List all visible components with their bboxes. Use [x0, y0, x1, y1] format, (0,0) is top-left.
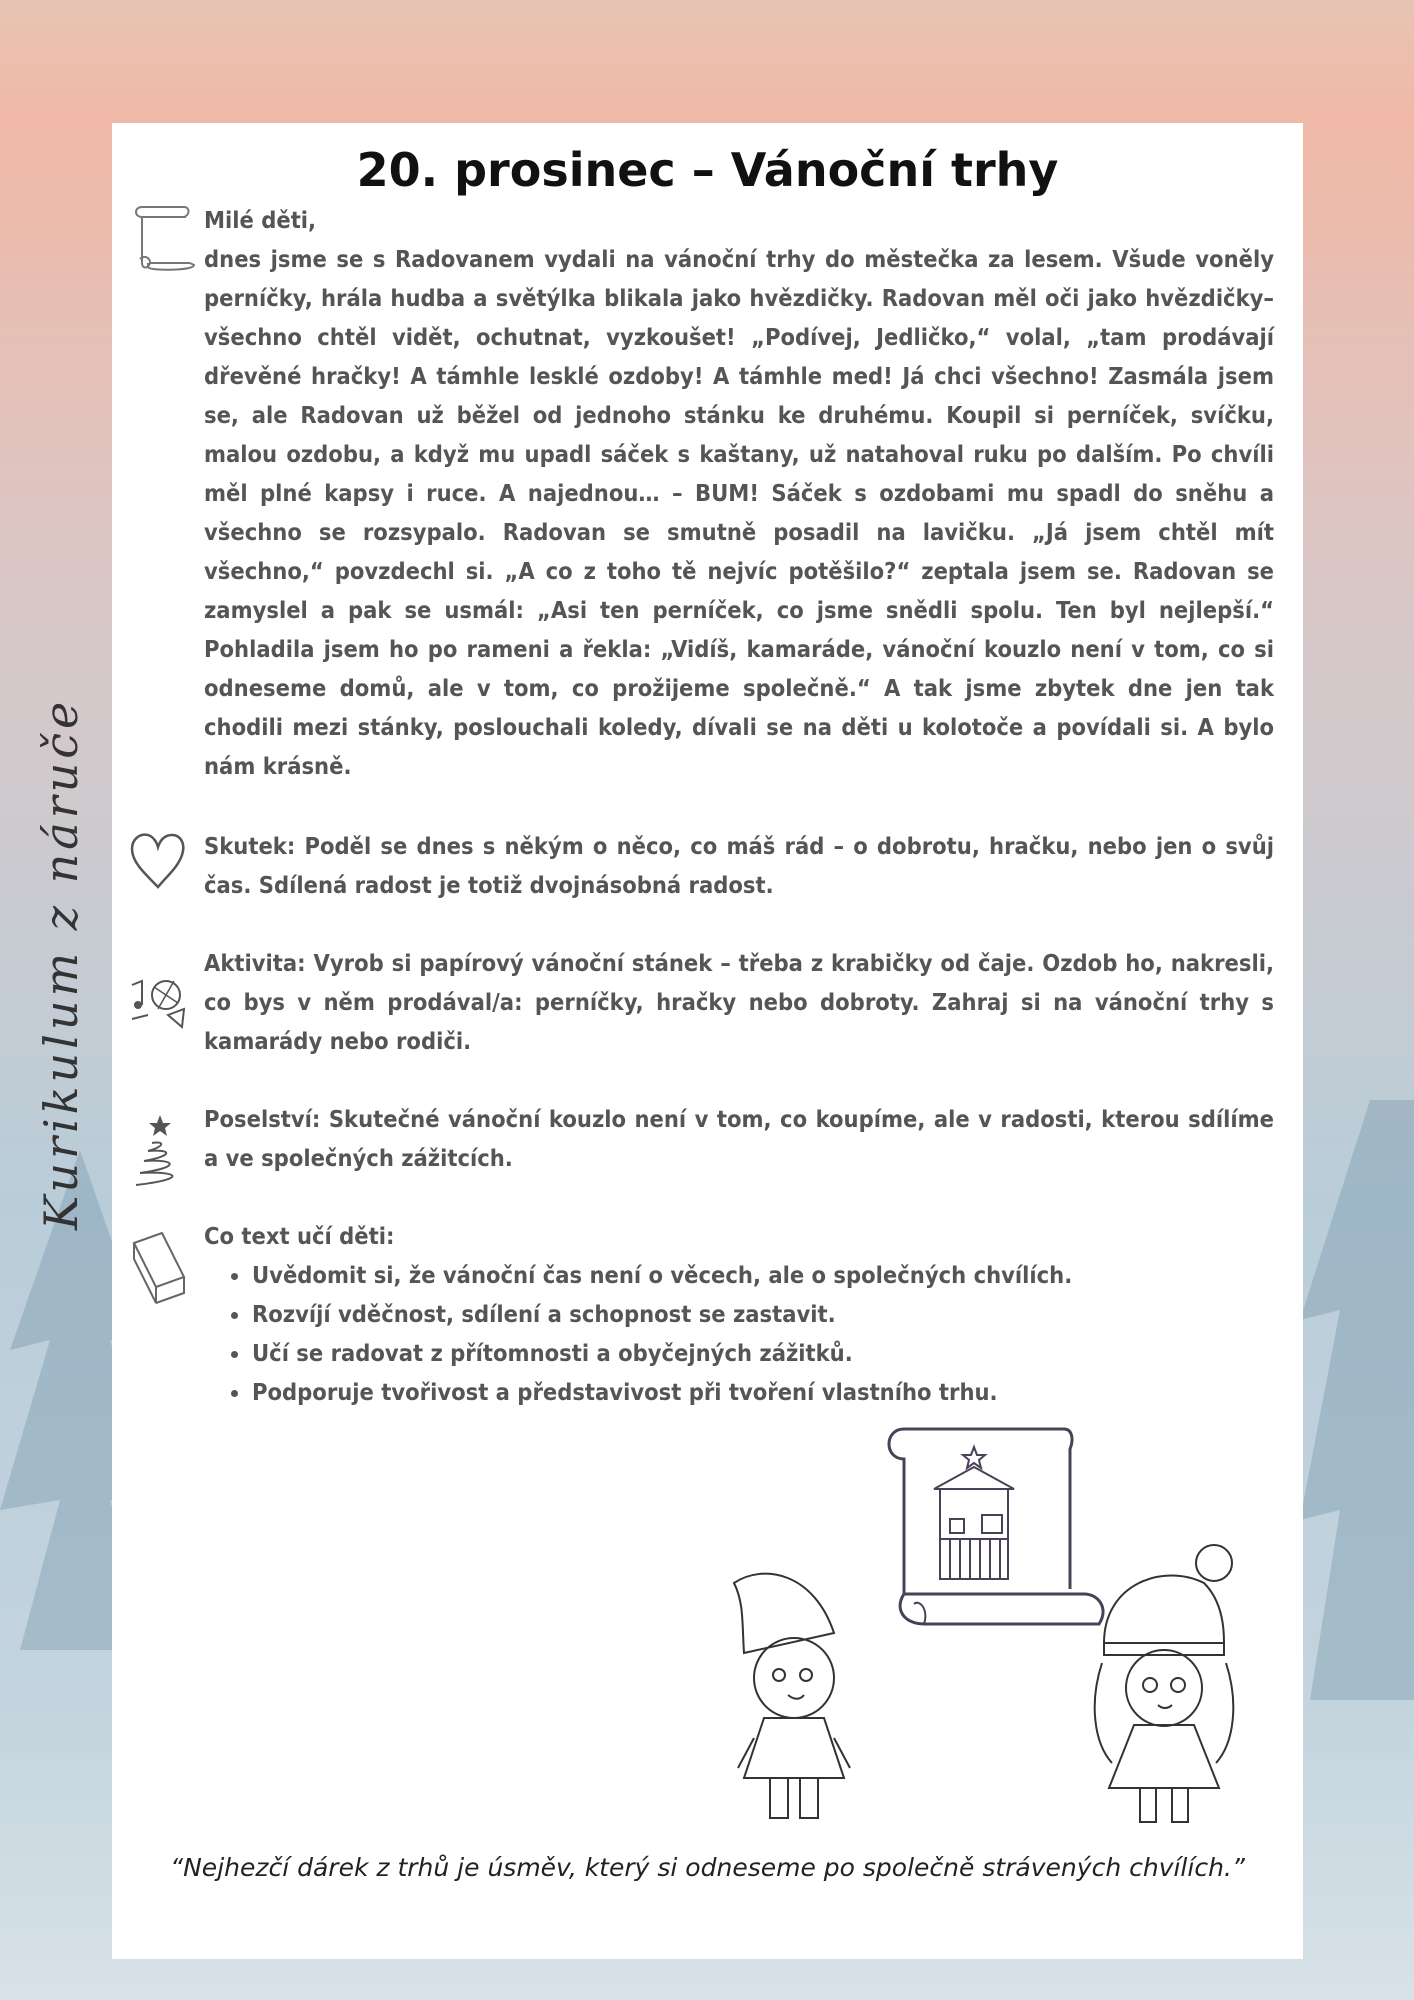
- uci-block: [204, 1217, 1274, 1412]
- list-item: • Podporuje tvořivost a představivost při tvoření vlastního trhu.: [252, 1373, 1274, 1412]
- skutek-text: Skutek: Poděl se dnes s někým o něco, co máš rád – o dobrotu, hračku, nebo jen o svůj čas. Sdílená radost je totiž dvojnásobná radost.: [204, 832, 1274, 899]
- letter-block: [204, 201, 1274, 786]
- list-item: • Rozvíjí vděčnost, sdílení a schopnost se zastavit.: [252, 1295, 1274, 1334]
- aktivita-text: Aktivita: Vyrob si papírový vánoční stánek – třeba z krabičky od čaje. Ozdob ho, nakresli, co bys v něm prodával/a: perníčky, hračky nebo dobroty. Zahraj si na vánoční trhy s kamarády nebo rodiči.: [204, 949, 1274, 1055]
- heart-icon: [128, 829, 188, 893]
- list-item: • Uvědomit si, že vánoční čas není o věcech, ale o společných chvílích.: [252, 1256, 1274, 1295]
- scroll-icon: [128, 201, 198, 273]
- activity-icon: [128, 965, 192, 1031]
- tree-icon: [128, 1113, 192, 1189]
- closing-quote: “Nejhezčí dárek z trhů je úsměv, který si odneseme po společně strávených chvílích.”: [170, 1853, 1245, 1882]
- market-scroll-illustration: [874, 1419, 1114, 1639]
- boy-illustration: [724, 1563, 874, 1833]
- uci-heading: Co text učí děti:: [204, 1222, 395, 1250]
- letter-greeting: Milé děti,: [204, 206, 317, 234]
- girl-illustration: [1084, 1543, 1244, 1833]
- book-icon: [128, 1229, 190, 1309]
- uci-list: [204, 1256, 1274, 1412]
- background-tree-right: [1300, 1100, 1414, 1700]
- list-item: • Učí se radovat z přítomnosti a obyčejných zážitků.: [252, 1334, 1274, 1373]
- page-paper: [112, 123, 1303, 1959]
- page-title: 20. prosinec – Vánoční trhy: [356, 143, 1059, 197]
- letter-body: dnes jsme se s Radovanem vydali na vánoční trhy do městečka za lesem. Všude voněly perníčky, hrála hudba a světýlka blikala jako hvězdičky. Radovan měl oči jako hvězdičky– všechno chtěl vidět, ochutnat, vyzkoušet! „Podívej, Jedličko,“ volal, „tam prodávají dřevěné hračky! A támhle lesklé ozdoby! A támhle med! Já chci všechno! Zasmála jsem se, ale Radovan už běžel od jednoho stánku ke druhému. Koupil si perníček, svíčku, malou ozdobu, a když mu upadl sáček s kaštany, už natahoval ruku po dalším. Po chvíli měl plné kapsy i ruce. A najednou… – BUM! Sáček s ozdobami mu spadl do sněhu a všechno se rozsypalo. Radovan se smutně posadil na lavičku. „Já jsem chtěl mít všechno,“ povzdechl si. „A co z toho tě nejvíc potěšilo?“ zeptala jsem se. Radovan se zamyslel a pak se usmál: „Asi ten perníček, co jsme snědli spolu. Ten byl nejlepší.“ Pohladila jsem ho po rameni a řekla: „Vidíš, kamaráde, vánoční kouzlo není v tom, co si odneseme domů, ale v tom, co prožijeme společně.“ A tak jsme zbytek dne jen tak chodili mezi stánky, poslouchali koledy, dívali se na děti u kolotoče a povídali si. A bylo nám krásně.: [204, 245, 1274, 780]
- poselstvi-text: Poselství: Skutečné vánoční kouzlo není v tom, co koupíme, ale v radosti, kterou sdílíme a ve společných zážitcích.: [204, 1105, 1274, 1172]
- side-text: Kurikulum z náruče: [34, 697, 88, 1230]
